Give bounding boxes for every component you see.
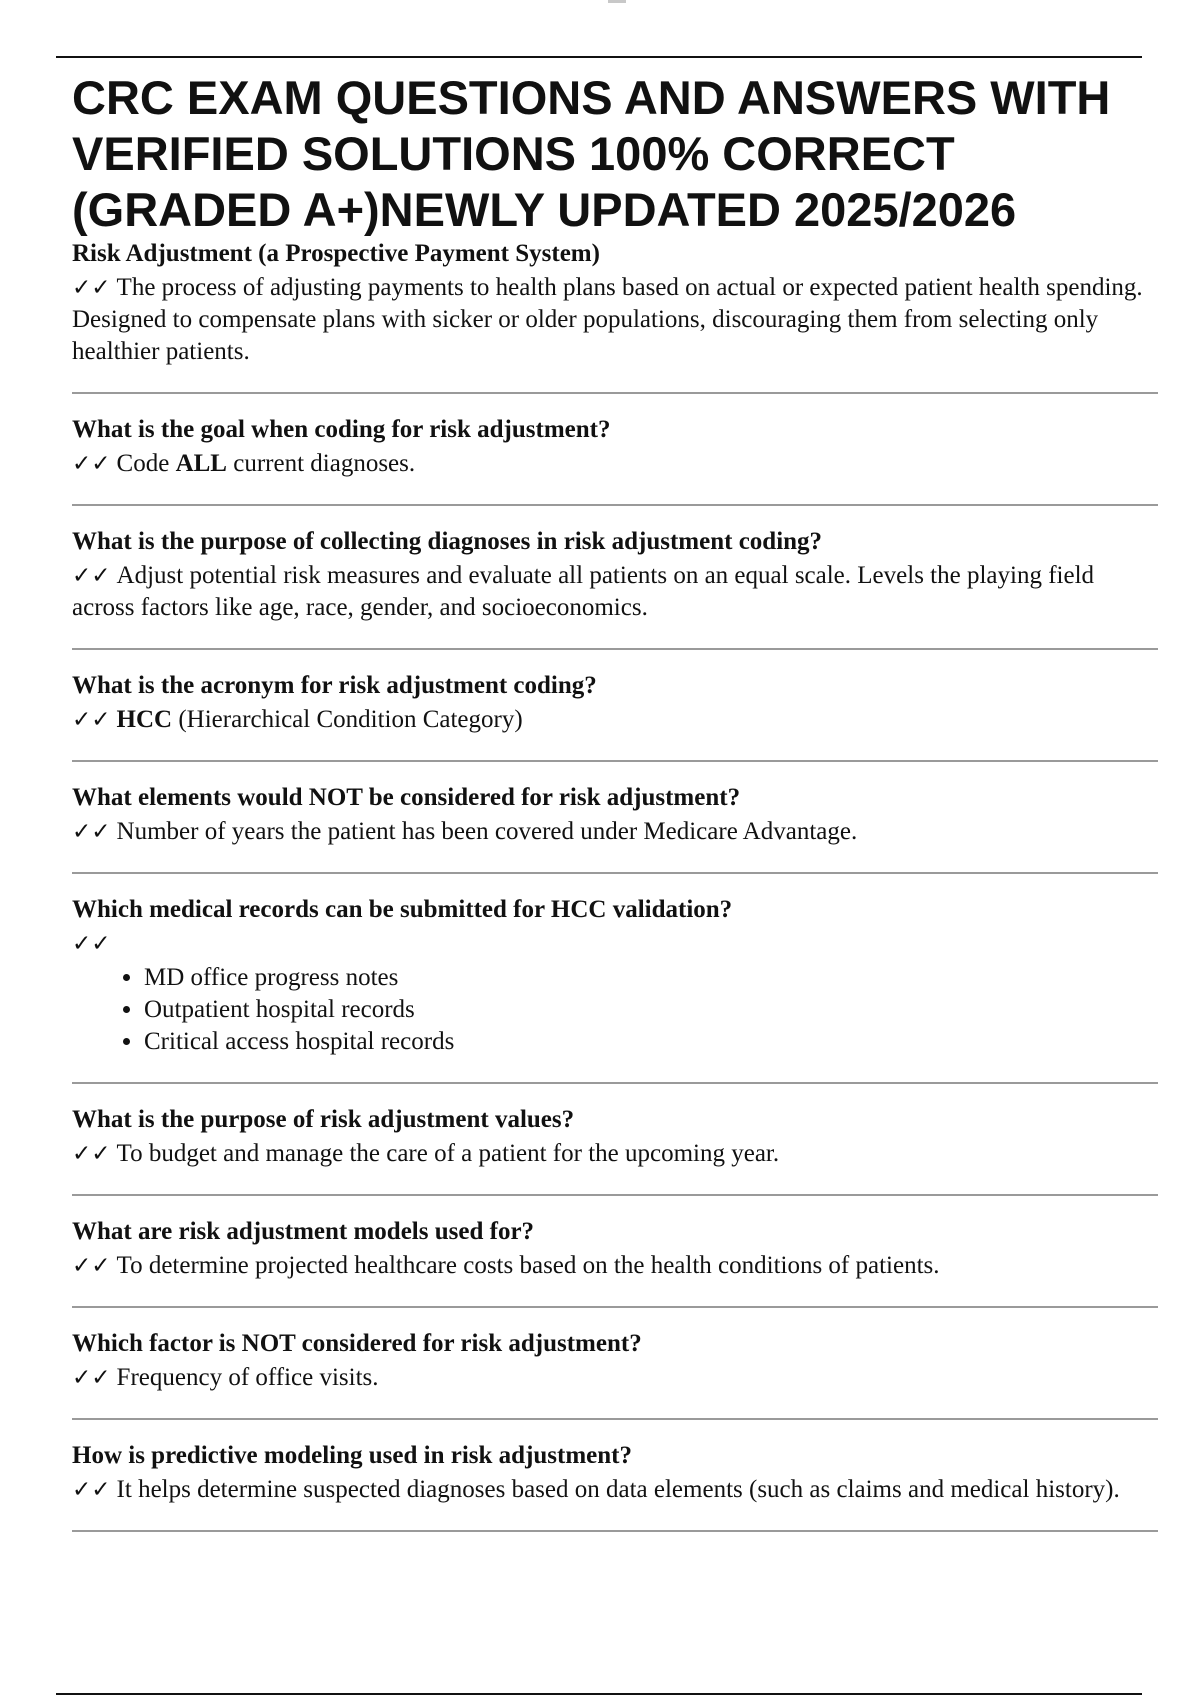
divider <box>72 1082 1158 1084</box>
answer-text <box>72 1138 1158 1170</box>
list-item: • MD office progress notes <box>144 962 1158 994</box>
divider <box>72 1530 1158 1532</box>
check-icon: ✓✓ <box>72 1477 111 1503</box>
list-item: • Critical access hospital records <box>144 1026 1158 1058</box>
qa-item <box>72 670 1158 736</box>
answer-emphasis: HCC <box>116 706 173 733</box>
check-icon: ✓✓ <box>72 931 111 957</box>
question-text: How is predictive modeling used in risk adjustment? <box>72 1442 632 1469</box>
records-list <box>72 962 1158 1058</box>
footer-rule <box>56 1693 1142 1695</box>
check-icon: ✓✓ <box>72 819 111 845</box>
check-icon: ✓✓ <box>72 563 111 589</box>
answer-text <box>72 1362 1158 1394</box>
question-text: What are risk adjustment models used for? <box>72 1218 535 1245</box>
answer-body-post: current diagnoses. <box>233 450 416 477</box>
qa-item <box>72 1328 1158 1394</box>
divider <box>72 392 1158 394</box>
check-icon: ✓✓ <box>72 707 111 733</box>
divider <box>72 760 1158 762</box>
answer-text <box>72 704 1158 736</box>
answer-body: To budget and manage the care of a patient for the upcoming year. <box>116 1140 780 1167</box>
question-text: Risk Adjustment (a Prospective Payment System) <box>72 240 600 267</box>
answer-body: Number of years the patient has been covered under Medicare Advantage. <box>116 818 858 845</box>
check-icon: ✓✓ <box>72 275 111 301</box>
divider <box>72 1194 1158 1196</box>
check-icon: ✓✓ <box>72 1253 111 1279</box>
answer-body: Adjust potential risk measures and evaluate all patients on an equal scale. Levels the playing field across factors like age, race, gender, and socioeconomics. <box>72 562 1095 621</box>
check-icon: ✓✓ <box>72 1365 111 1391</box>
answer-body: It helps determine suspected diagnoses based on data elements (such as claims and medical history). <box>116 1476 1120 1503</box>
question-text: What is the purpose of collecting diagnoses in risk adjustment coding? <box>72 528 823 555</box>
qa-item <box>72 238 1158 368</box>
question-text: Which factor is NOT considered for risk adjustment? <box>72 1330 642 1357</box>
divider <box>72 1306 1158 1308</box>
question-text: Which medical records can be submitted for HCC validation? <box>72 896 733 923</box>
qa-item <box>72 1104 1158 1170</box>
list-item: • Outpatient hospital records <box>144 994 1158 1026</box>
document-body <box>72 70 1158 1552</box>
page-top-mark <box>608 0 626 3</box>
divider <box>72 1418 1158 1420</box>
answer-body: Frequency of office visits. <box>116 1364 379 1391</box>
answer-body-post: (Hierarchical Condition Category) <box>178 706 523 733</box>
answer-text <box>72 1250 1158 1282</box>
answer-text <box>72 928 1158 960</box>
answer-text <box>72 560 1158 624</box>
answer-text <box>72 448 1158 480</box>
question-text: What is the goal when coding for risk adjustment? <box>72 416 611 443</box>
answer-text <box>72 1474 1158 1506</box>
answer-emphasis: ALL <box>175 450 227 477</box>
header-rule <box>56 56 1142 58</box>
answer-text <box>72 816 1158 848</box>
check-icon: ✓✓ <box>72 451 111 477</box>
question-text: What is the acronym for risk adjustment coding? <box>72 672 597 699</box>
qa-item <box>72 1216 1158 1282</box>
qa-item <box>72 414 1158 480</box>
qa-item <box>72 526 1158 624</box>
question-text: What is the purpose of risk adjustment values? <box>72 1106 575 1133</box>
answer-body: The process of adjusting payments to health plans based on actual or expected patient health spending. Designed to compensate plans with sicker or older populations, discouraging them from selecting only healthier patients. <box>72 274 1143 365</box>
qa-item <box>72 1440 1158 1506</box>
question-text: What elements would NOT be considered for risk adjustment? <box>72 784 741 811</box>
check-icon: ✓✓ <box>72 1141 111 1167</box>
qa-item <box>72 782 1158 848</box>
answer-body-pre: Code <box>116 450 170 477</box>
divider <box>72 872 1158 874</box>
document-title: CRC EXAM QUESTIONS AND ANSWERS WITH VERIFIED SOLUTIONS 100% CORRECT (GRADED A+)NEWLY UPDATED 2025/2026 <box>72 71 1111 236</box>
qa-item <box>72 894 1158 1058</box>
divider <box>72 504 1158 506</box>
divider <box>72 648 1158 650</box>
answer-text <box>72 272 1158 368</box>
answer-body: To determine projected healthcare costs based on the health conditions of patients. <box>116 1252 940 1279</box>
